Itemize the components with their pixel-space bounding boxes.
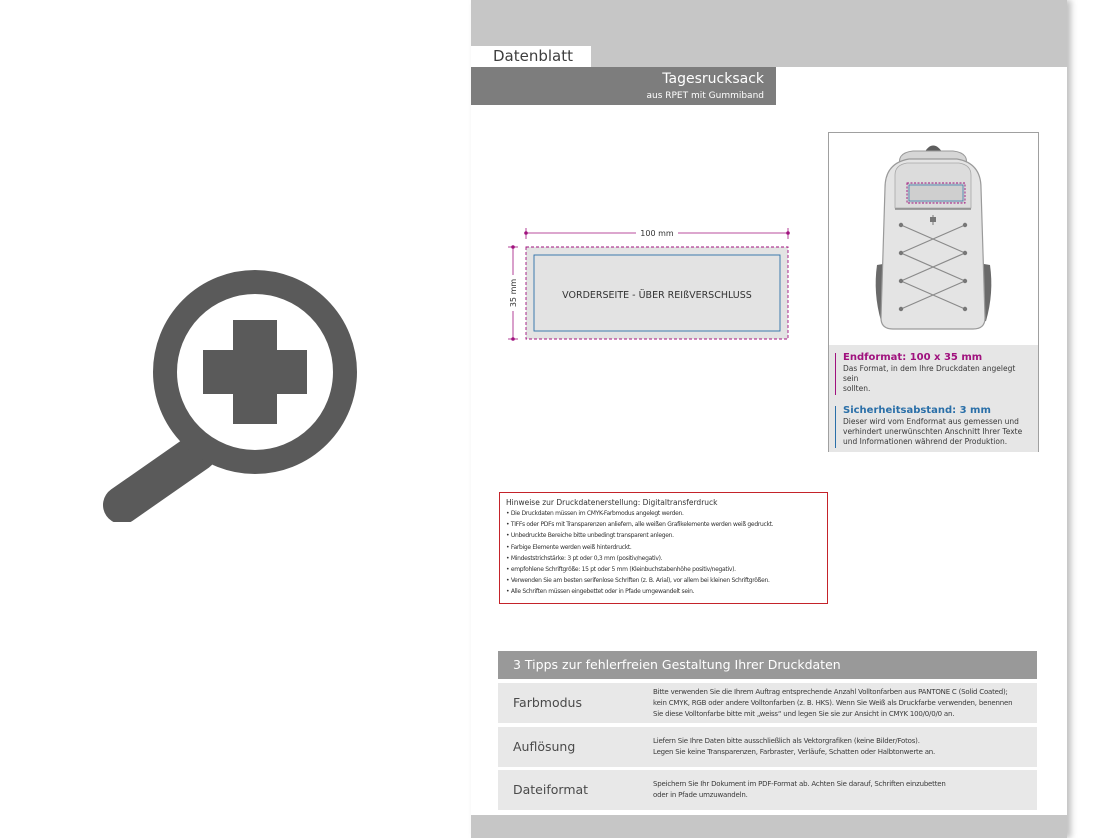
datasheet-page bbox=[471, 0, 1067, 838]
product-preview-panel bbox=[828, 132, 1039, 452]
tip-text bbox=[653, 736, 1033, 758]
tip-text bbox=[653, 779, 1033, 801]
backpack-print-area-marker bbox=[907, 183, 965, 203]
tip-label: Auflösung bbox=[513, 739, 576, 754]
safety-text-line: Dieser wird vom Endformat aus gemessen und bbox=[843, 417, 1019, 426]
safety-text-line: und Informationen während der Produktion. bbox=[843, 437, 1008, 446]
doc-type-label: Datenblatt bbox=[471, 46, 591, 67]
endformat-bar bbox=[835, 353, 836, 395]
product-title: Tagesrucksack bbox=[662, 71, 764, 87]
notes-item: • empfohlene Schriftgröße: 15 pt oder 5 mm (Kleinbuchstabenhöhe positiv/negativ). bbox=[506, 566, 736, 574]
product-subtitle: aus RPET mit Gummiband bbox=[646, 91, 764, 101]
tip-text-line: Sie diese Volltonfarbe bitte mit „weiss“ und legen Sie sie zur Ansicht in CMYK 100/0/0/0 an. bbox=[653, 710, 955, 718]
notes-item: • Unbedruckte Bereiche bitte unbedingt transparent anlegen. bbox=[506, 532, 674, 540]
notes-list bbox=[506, 508, 821, 598]
endformat-title: Endformat: 100 x 35 mm bbox=[843, 352, 983, 363]
notes-title: Hinweise zur Druckdatenerstellung: Digitaltransferdruck bbox=[506, 498, 718, 507]
print-position-label: VORDERSEITE - ÜBER REIßVERSCHLUSS bbox=[562, 290, 752, 301]
tip-label: Farbmodus bbox=[513, 695, 582, 710]
tip-text-line: Bitte verwenden Sie die Ihrem Auftrag entsprechende Anzahl Volltonfarben aus PANTONE C (Solid Coated); bbox=[653, 688, 1008, 696]
notes-item: • Verwenden Sie am besten serifenlose Schriften (z. B. Arial), vor allem bei kleinen Schriftgrößen. bbox=[506, 577, 770, 585]
safety-info bbox=[841, 404, 1028, 447]
tip-text-line: Liefern Sie Ihre Daten bitte ausschließlich als Vektorgrafiken (keine Bilder/Fotos). bbox=[653, 737, 920, 745]
format-info bbox=[829, 345, 1038, 452]
tip-text-line: Speichern Sie Ihr Dokument im PDF-Format ab. Achten Sie darauf, Schriften einzubetten bbox=[653, 780, 946, 788]
tip-text-line: oder in Pfade umzuwandeln. bbox=[653, 791, 748, 799]
tip-row-aufloesung bbox=[498, 727, 1037, 767]
header-band-right bbox=[591, 46, 1067, 67]
height-dimension-label: 35 mm bbox=[509, 278, 518, 308]
tips-header: 3 Tipps zur fehlerfreien Gestaltung Ihrer Druckdaten bbox=[498, 651, 1037, 679]
endformat-info bbox=[841, 351, 1028, 394]
zoom-in-icon[interactable] bbox=[100, 262, 360, 522]
safety-bar bbox=[835, 406, 836, 448]
notes-item: • Farbige Elemente werden weiß hinterdruckt. bbox=[506, 543, 632, 551]
product-title-bar bbox=[471, 67, 776, 105]
print-notes-box bbox=[499, 492, 828, 604]
endformat-text-line: sollten. bbox=[843, 384, 871, 393]
safety-title: Sicherheitsabstand: 3 mm bbox=[843, 405, 991, 416]
print-area-diagram bbox=[501, 225, 801, 350]
width-dimension-label: 100 mm bbox=[640, 229, 674, 238]
tip-row-dateiformat bbox=[498, 770, 1037, 810]
tip-text-line: Legen Sie keine Transparenzen, Farbraster, Verläufe, Schatten oder Halbtonwerte an. bbox=[653, 748, 936, 756]
notes-item: • Die Druckdaten müssen im CMYK-Farbmodus angelegt werden. bbox=[506, 510, 684, 517]
magnifier-plus-icon bbox=[122, 282, 345, 505]
footer-band bbox=[471, 815, 1067, 838]
tip-text bbox=[653, 687, 1033, 720]
header-band bbox=[471, 0, 1067, 46]
notes-item: • Alle Schriften müssen eingebettet oder in Pfade umgewandelt sein. bbox=[506, 588, 695, 596]
tip-text-line: kein CMYK, RGB oder andere Volltonfarben (z. B. HKS). Wenn Sie Weiß als Druckfarbe verwenden, benennen bbox=[653, 699, 1013, 707]
tip-row-farbmodus bbox=[498, 683, 1037, 723]
endformat-text-line: Das Format, in dem Ihre Druckdaten angelegt sein bbox=[843, 364, 1016, 383]
backpack-image bbox=[829, 133, 1038, 345]
safety-text-line: verhindert unerwünschten Anschnitt Ihrer Texte bbox=[843, 427, 1023, 436]
notes-item: • Mindeststrichstärke: 3 pt oder 0,3 mm (positiv/negativ). bbox=[506, 554, 663, 562]
tip-label: Dateiformat bbox=[513, 782, 589, 797]
notes-item: • TIFFs oder PDFs mit Transparenzen anliefern, alle weißen Grafikelemente werden weiß gedruckt. bbox=[506, 521, 774, 529]
